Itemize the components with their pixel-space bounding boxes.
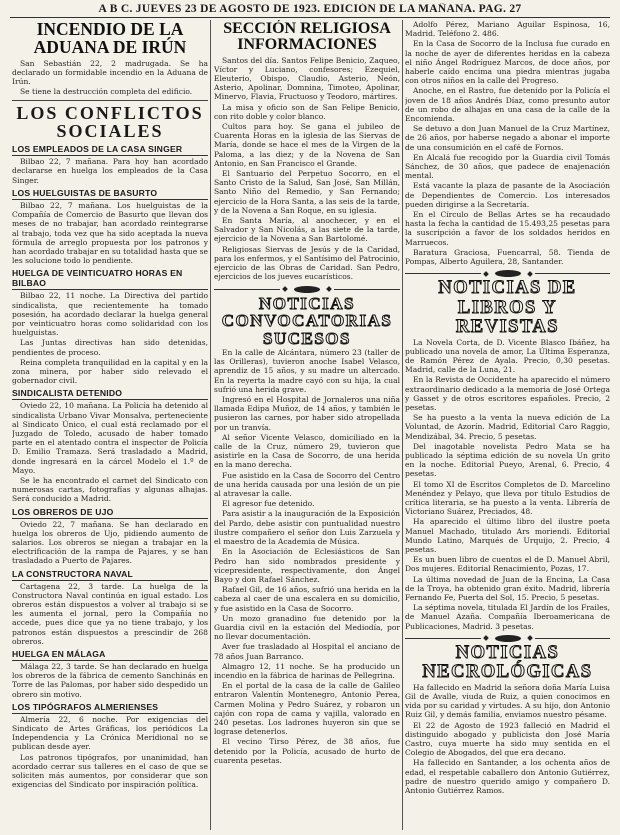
article-paragraph: El tomo XI de Escritos Completos de D. Marcelino Menéndez y Pelayo, que lleva por título Estudios de crítica literaria, se ha puesto a la venta. Librería de Victoriano Suárez, Preciados, 48. <box>405 479 610 517</box>
article-paragraph: En Alcalá fue recogido por la Guardia civil Tomás Sánchez, de 30 años, que padece de enajenación mental. <box>405 152 610 181</box>
article-paragraph: Ingresó en el Hospital de Jornaleros una niña llamada Edipa Muñoz, de 14 años, y también le pusieron las carnes, por haber sido atropellada por un tranvía. <box>214 395 400 432</box>
subhead: HUELGA DE VEINTICUATRO HORAS EN BILBAO <box>12 268 208 290</box>
article-paragraph: Santos del día. Santos Felipe Benicio, Zaqueo, Víctor y Luciano, confesores; Ezequiel, Eleuterio, Obispo, Claudio, Asterio, Neón, Asterio, Apolinar, Domnina, Timoteo, Apolinar, Minervo, Flavia, Fructuoso y Teodoro, mártires. <box>214 55 400 102</box>
article-paragraph: Rafael Gil, de 16 años, sufrió una herida en la cabeza al caer de una escalera en su domicilio, y fue asistido en la Casa de Socorro. <box>214 585 400 613</box>
article-paragraph: Reina completa tranquilidad en la capital y en la zona minera, por haber sido relevado el gobernador civil. <box>12 357 208 386</box>
article-paragraph: Oviedo 22, 10 mañana. La Policía ha detenido al sindicalista Urbano Vivar Monsalva, perteneciente al Sindicato Único, el cual está reclamado por el Juzgado de Toledo, acusado de haber tomado parte en el atentado contra el inspector de Policía D. Emilio Tramaza. Será trasladado a Madrid, donde ingresará en la cárcel Modelo el 1.º de Mayo. <box>12 401 208 475</box>
article-paragraph: Se detuvo a don Juan Manuel de la Cruz Martínez, de 26 años, por haberse negado a abonar el importe de una consumición en el café de Fornos. <box>405 124 610 152</box>
column-left <box>12 20 208 830</box>
subhead: LOS OBREROS DE UJO <box>12 507 208 519</box>
article-paragraph: En el portal de la casa de la calle de Galileo entraron Valentín Montenegro, Antonio Perea, Carmen Molina y Pedro Suárez, y robaron un cajón con ropa de cama y vajilla, valorado en 240 pesetas. Los ladrones huyeron sin que se lograse detenerlos. <box>214 681 400 737</box>
article-paragraph: Un mozo granadino fue detenido por la Guardia civil en la estación del Mediodía, por no llevar documentación. <box>214 613 400 642</box>
article-paragraph: Se le ha encontrado el carnet del Sindicato con numerosas cartas, fotografías y algunas alhajas. Será conducido a Madrid. <box>12 475 208 504</box>
page-header: A B C. JUEVES 23 DE AGOSTO DE 1923. EDICIÓN DE LA MAÑANA. PAG. 27 <box>10 3 610 18</box>
article-paragraph: En el Círculo de Bellas Artes se ha recaudado hasta la fecha la cantidad de 15.493,25 pesetas para la suscripción a favor de los soldados heridos en Marruecos. <box>405 210 610 247</box>
article-paragraph: Bilbao 22, 7 mañana. Los huelguistas de la Compañía de Comercio de Basurto que llevan dos meses de no trabajar, han acordado reintegrarse al trabajo, toda vez que ha sido aceptada la nueva fórmula de arreglo propuesta por los patronos y han acordado trabajar en su totalidad hasta que se les solucione todo lo pendiente. <box>12 200 208 266</box>
headline-fire: INCENDIO DE LA ADUANA DE IRÚN <box>33 20 187 57</box>
article-paragraph: Almería 22, 6 noche. Por exigencias del Sindicato de Artes Gráficas, los periódicos La Independencia y La Crónica Meridional no se publican desde ayer. <box>12 714 208 752</box>
article-paragraph: Anoche, en el Rastro, fue detenido por la Policía el joven de 18 años Andrés Díaz, como presunto autor de un robo de alhajas en una casa de la calle de la Encomienda. <box>405 86 610 124</box>
article-paragraph: La Novela Corta, de D. Vicente Blasco Ibáñez, ha publicado una novela de amor, La Última Esperanza, de Ramón Pérez de Ayala. Precio, 0,30 pesetas. Madrid, calle de la Luna, 21. <box>405 337 610 375</box>
subhead: LOS HUELGUISTAS DE BASURTO <box>12 188 208 200</box>
subhead: LOS EMPLEADOS DE LA CASA SINGER <box>12 144 208 156</box>
article-paragraph: Los patronos tipógrafos, por unanimidad, han acordado cerrar sus talleres en el caso de que se soliciten más aumentos, por considerar que son exigencias del Sindicato por inspiración política. <box>12 752 208 790</box>
article-paragraph: Málaga 22, 3 tarde. Se han declarado en huelga los obreros de la fábrica de cemento Sanchinás en Torre de las Palomas, por haber sido despedido un obrero sin motivo. <box>12 662 208 699</box>
article-paragraph: El agresor fue detenido. <box>222 499 315 509</box>
article-paragraph: Aver fue trasladado al Hospital el anciano de 78 años Juan Barranco. <box>214 642 400 661</box>
article-paragraph: El 22 de Agosto de 1923 falleció en Madrid el distinguido abogado y publicista don José María Castro, cuya muerte ha sido muy sentida en el Colegio de Abogados, del que era decano. <box>405 720 610 758</box>
subhead: SINDICALISTA DETENIDO <box>12 388 208 400</box>
ornament-divider <box>405 635 610 642</box>
article-paragraph: Bilbao 22, 7 mañana. Para hoy han acordado declararse en huelga los empleados de la Casa Singer. <box>12 157 208 185</box>
article-paragraph: Es un buen libro de cuentos el de D. Manuel Abril, Dos mujeres. Editorial Renacimiento, Pozas, 17. <box>405 555 610 574</box>
article-paragraph: Cartagena 22, 3 tarde. La huelga de la Constructora Naval continúa en igual estado. Los obreros están dispuestos a volver al trabajo si se les aumenta el jornal, pero la Compañía no accede, pues dice que ya no tiene trabajo, y los patronos están dispuestos a prescindir de 268 obreros. <box>12 581 208 646</box>
article-paragraph: Fue asistido en la Casa de Socorro del Centro de una herida causada por una lesión de un pie al atravesar la calle. <box>214 470 400 499</box>
article-paragraph: Baratura Graciosa, Fuencarral, 58. Tienda de Pompas, Alberto Aguilera, 28, Santander. <box>405 247 610 267</box>
article-paragraph: Adolfo Pérez, Mariano Aguilar Espinosa, 16, Madrid. Teléfono 2. 486. <box>405 20 610 39</box>
article-paragraph: En la calle de Alcántara, número 23 (taller de las Orilleras), tuvieron anoche Isabel Velasco, aprendiz de 15 años, y su madre un altercado. En la reyerta la madre cayó con su hija, la cual sufrió una herida grave. <box>214 348 400 394</box>
article-paragraph: En la Revista de Occidente ha aparecido el número extraordinario dedicado a la memoria de José Ortega y Gasset y de otros escritores españoles. Precio, 2 pesetas. <box>405 375 610 412</box>
ornament-divider <box>214 286 400 293</box>
ornament-divider <box>405 270 610 277</box>
article-paragraph: Al señor Vicente Velasco, domiciliado en la calle de la Cruz, número 29, tuvieron que asistirle en la Casa de Socorro, de una herida en la mano derecha. <box>214 432 400 470</box>
article-paragraph: En la Casa de Socorro de la Inclusa fue curado en la noche de ayer de diferentes heridas en la cabeza el niño Ángel Rodríguez Marcos, de doce años, por haberle caído encima una piedra mientras jugaba con otros niños en la calle del Progreso. <box>405 39 610 86</box>
article-paragraph: Las Juntas directivas han sido detenidas, pendientes de proceso. <box>12 338 208 357</box>
headline-conflicts: LOS CONFLICTOS SOCIALES <box>16 102 204 142</box>
article-paragraph: Para asistir a la inauguración de la Exposición del Pardo, debe asistir con puntualidad nuestro ilustre compañero el señor don Luis Zarzuela y el maestro de la Academia de Música. <box>214 509 400 547</box>
article-paragraph: Religiosas Siervas de Jesús y de la Caridad, para los enfermos, y el Santísimo del Patrocinio, ejercicio de las Obras de Caridad. San Pedro, ejercicios de los jueves eucarísticos. <box>214 244 400 282</box>
headline-news: NOTICIAS CONVOCATORIAS SUCESOS <box>221 293 393 349</box>
article-paragraph: La última novedad de Juan de la Encina, La Casa de la Troya, ha obtenido gran éxito. Madrid, librería Fernando Fe, Puerta del Sol, 15. Precio, 5 pesetas. <box>405 574 610 603</box>
article-paragraph: Bilbao 22, 11 noche. La Directiva del partido sindicalista, que recientemente ha tomado posesión, ha acordado declarar la huelga general por veinticuatro horas como solidaridad con los huelguistas. <box>12 291 208 338</box>
article-paragraph: La misa y oficio son de San Felipe Benicio, con rito doble y color blanco. <box>214 102 400 121</box>
headline-religion: SECCIÓN RELIGIOSA INFORMACIONES <box>223 20 391 54</box>
headline-books: NOTICIAS DE LIBROS Y REVISTAS <box>438 278 577 338</box>
article-paragraph: San Sebastián 22, 2 madrugada. Se ha declarado un formidable incendio en la Aduana de Irún. <box>12 58 208 87</box>
subhead: HUELGA EN MÁLAGA <box>12 649 208 661</box>
subhead: LA CONSTRUCTORA NAVAL <box>12 569 208 581</box>
article-paragraph: Se tiene la destrucción completa del edificio. <box>20 87 193 97</box>
article-paragraph: En Santa María, al anochecer, y en el Salvador y San Nicolás, a las siete de la tarde, ejercicio de la Novena a San Bartolomé. <box>214 216 400 244</box>
column-middle <box>214 20 400 830</box>
column-divider <box>402 20 403 830</box>
section-rule <box>12 100 208 101</box>
subhead: LOS TIPÓGRAFOS ALMERIENSES <box>12 702 208 714</box>
headline-obituaries: NOTICIAS NECROLÓGICAS <box>422 642 593 683</box>
article-paragraph: Del inagotable novelista Pedro Mata se ha publicado la séptima edición de su novela Un grito en la noche. Editorial Pueyo, Arenal, 6. Precio, 4 pesetas. <box>405 441 610 479</box>
article-paragraph: En la Asociación de Eclesiásticos de San Pedro han sido nombrados presidente y vicepresidente, respectivamente, don Ángel Bayo y don Rafael Sánchez. <box>214 547 400 584</box>
column-right <box>405 20 610 830</box>
article-paragraph: El vecino Tirso Pérez, de 38 años, fue detenido por la Policía, acusado de hurto de cuarenta pesetas. <box>214 737 400 765</box>
article-paragraph: Ha aparecido el último libro del ilustre poeta Manuel Machado, titulado Ars moriendi. Editorial Mundo Latino, Marqués de Urquijo, 2. Precio, 4 pesetas. <box>405 517 610 555</box>
article-paragraph: Se ha puesto a la venta la nueva edición de La Voluntad, de Azorín. Madrid, Editorial Caro Raggio, Mendizábal, 34. Precio, 5 pesetas. <box>405 413 610 441</box>
column-divider <box>210 20 211 830</box>
article-paragraph: Ha fallecido en Madrid la señora doña María Luisa Gil de Avalle, viuda de Ruiz, a quien conocimos en vida por su caridad y virtudes. A su hijo, don Antonio Ruiz Gil, y demás familia, enviamos nuestro pésame. <box>405 682 610 720</box>
article-paragraph: Ha fallecido en Santander, a los ochenta años de edad, el respetable caballero don Antonio Gutiérrez, padre de nuestro querido amigo y compañero D. Antonio Gutiérrez Ramos. <box>405 758 610 795</box>
article-paragraph: Almagro 12, 11 noche. Se ha producido un incendio en la fábrica de harinas de Pellegrina. <box>214 661 400 680</box>
article-paragraph: El Santuario del Perpetuo Socorro, en el Santo Cristo de la Salud, San José, San Millán, Santo Niño del Remedio, y San Fernando; ejercicio de la Hora Santa, a las seis de la tarde, y de la Novena a San Roque, en su iglesia. <box>214 169 400 215</box>
article-paragraph: La séptima novela, titulada El Jardín de los Frailes, de Manuel Azaña. Compañía Iberoamericana de Publicaciones, Madrid. 3 pesetas. <box>405 603 610 631</box>
article-paragraph: Está vacante la plaza de pasante de la Asociación de Dependientes de Comercio. Los interesados pueden dirigirse a la Secretaría. <box>405 181 610 209</box>
article-paragraph: Cultos para hoy. Se gana el jubileo de Cuarenta Horas en la iglesia de las Siervas de María, donde se hace el mes de la Virgen de la Paloma, a las diez; y de la Novena de San Antonio, en San Francisco el Grande. <box>214 122 400 168</box>
article-paragraph: Oviedo 22, 7 mañana. Se han declarado en huelga los obreros de Ujo, pidiendo aumento de salarios. Los obreros se niegan a trabajar en la electrificación de la rampa de Pajares, y se han trasladado a Puerto de Pajares. <box>12 519 208 566</box>
